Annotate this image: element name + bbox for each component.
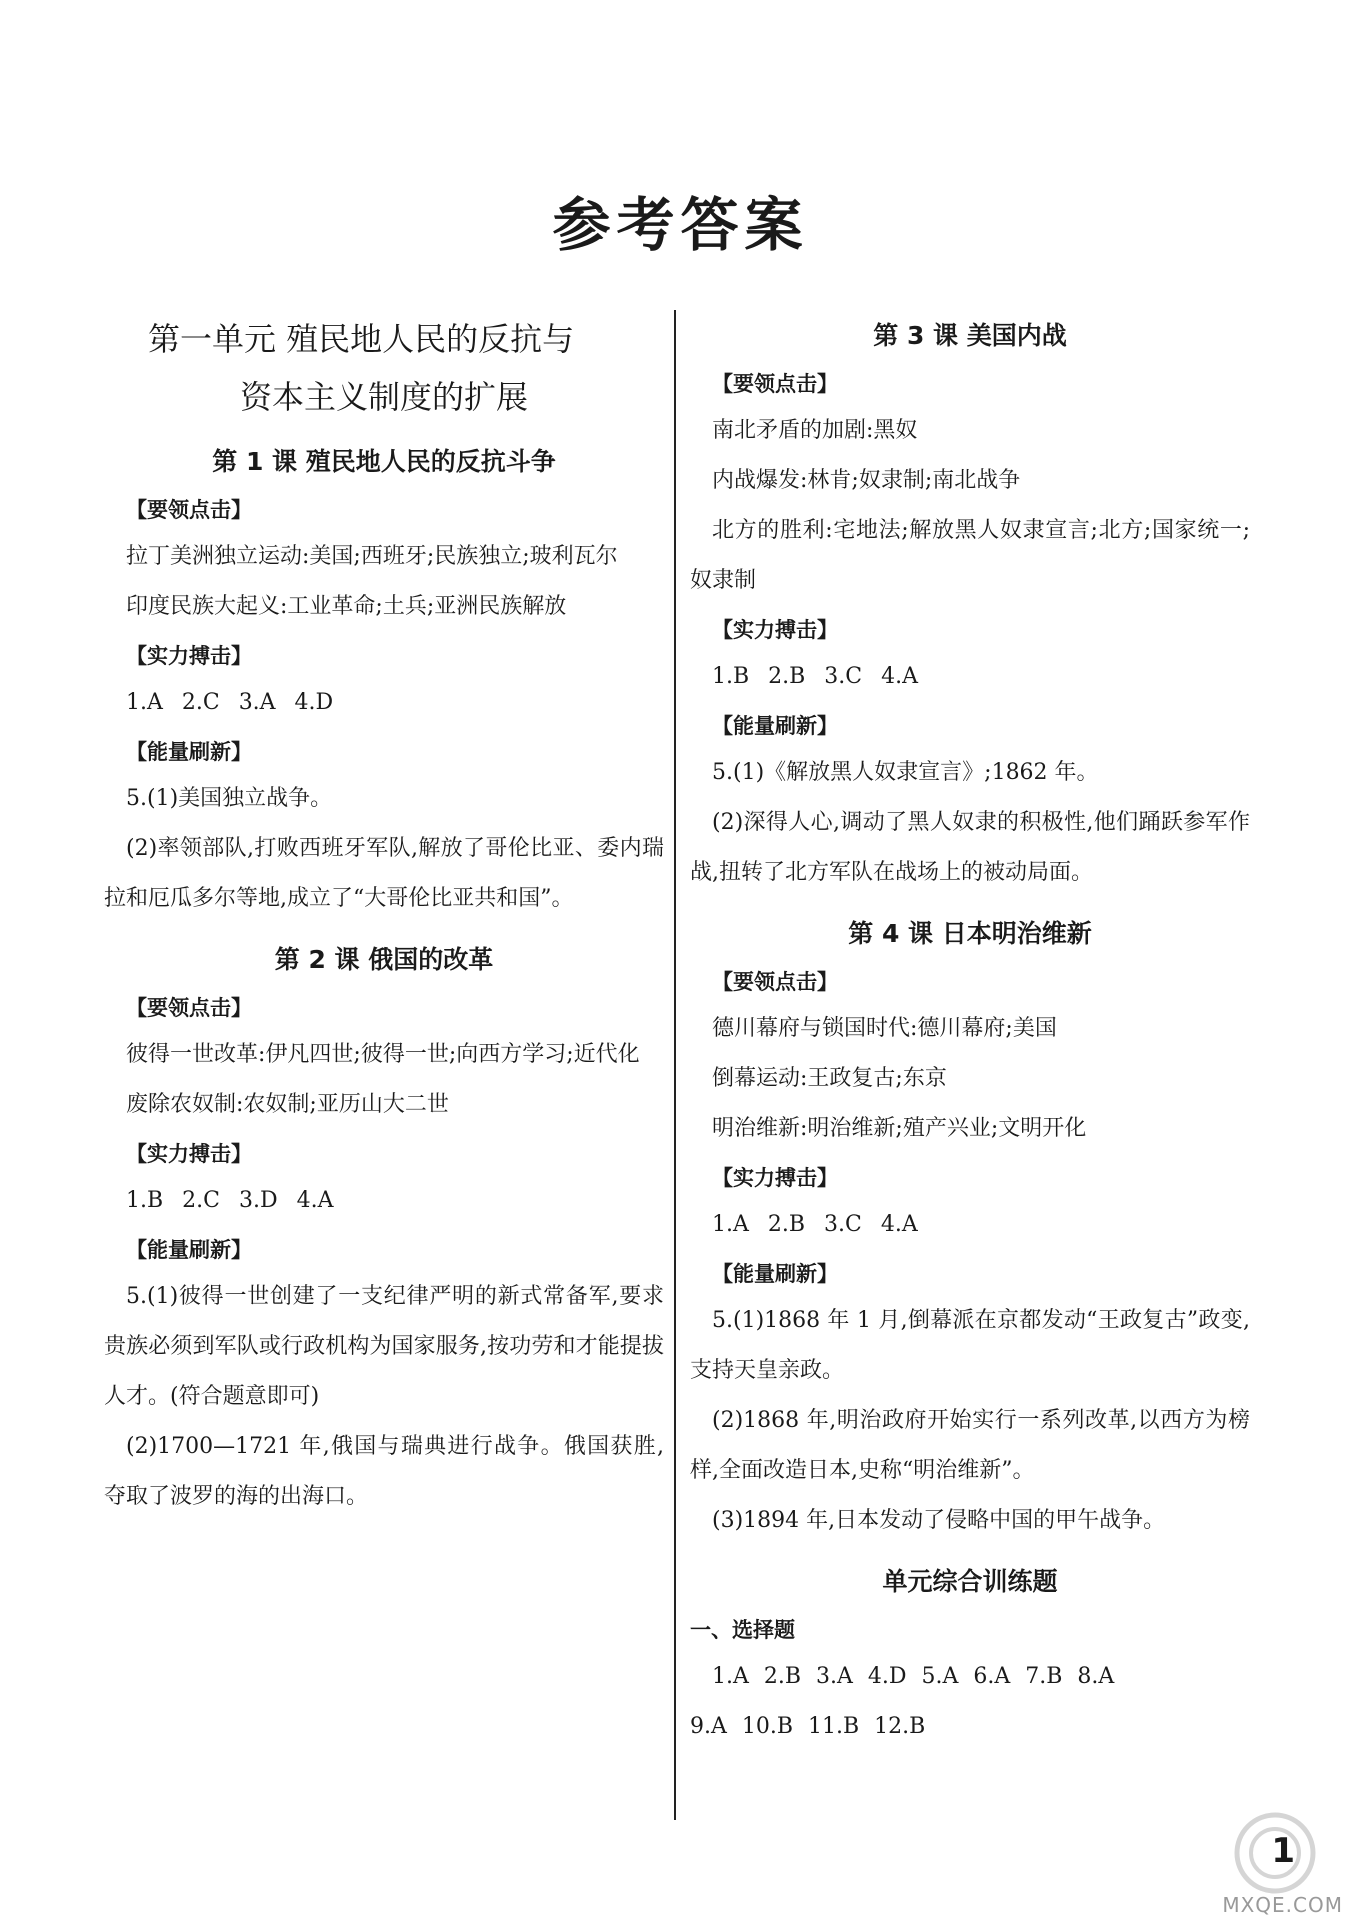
section-label-practice: 【实力搏击】 <box>126 644 252 668</box>
paragraph: (2)深得人心,调动了黑人奴隶的积极性,他们踊跃参军作战,扭转了北方军队在战场上的被动局面。 <box>690 810 1250 885</box>
section-label-practice: 【实力搏击】 <box>712 618 838 642</box>
section-label-practice: 【实力搏击】 <box>126 1142 252 1166</box>
paragraph: (3)1894 年,日本发动了侵略中国的甲午战争。 <box>712 1508 1166 1533</box>
page-number: 1 <box>1271 1831 1295 1871</box>
section-label-key-points: 【要领点击】 <box>712 372 838 396</box>
paragraph: 废除农奴制:农奴制;亚历山大二世 <box>126 1092 449 1117</box>
paragraph: 南北矛盾的加剧:黑奴 <box>712 418 918 443</box>
paragraph: 5.(1)《解放黑人奴隶宣言》;1862 年。 <box>712 760 1099 785</box>
paragraph: (2)1868 年,明治政府开始实行一系列改革,以西方为榜样,全面改造日本,史称“明治维新”。 <box>690 1408 1250 1483</box>
lesson-3 <box>690 318 1250 898</box>
answer-line: 1.A 2.C 3.A 4.D <box>126 690 334 715</box>
section-label-refresh: 【能量刷新】 <box>712 714 838 738</box>
unit-title-line2: 资本主义制度的扩展 <box>239 378 528 416</box>
answer-line: 9.A 10.B 11.B 12.B <box>690 1714 926 1739</box>
paragraph: 拉丁美洲独立运动:美国;西班牙;民族独立;玻利瓦尔 <box>126 544 618 569</box>
paragraph: 彼得一世改革:伊凡四世;彼得一世;向西方学习;近代化 <box>126 1042 640 1067</box>
left-column <box>104 310 664 1522</box>
paragraph: (2)1700—1721 年,俄国与瑞典进行战争。俄国获胜,夺取了波罗的海的出海口。 <box>104 1434 664 1509</box>
paragraph: 内战爆发:林肯;奴隶制;南北战争 <box>712 468 1021 493</box>
lesson-3-title: 第 3 课 美国内战 <box>873 321 1067 350</box>
section-label-practice: 【实力搏击】 <box>712 1166 838 1190</box>
paragraph: 明治维新:明治维新;殖产兴业;文明开化 <box>712 1116 1087 1141</box>
lesson-4-title: 第 4 课 日本明治维新 <box>848 919 1092 948</box>
paragraph: 5.(1)美国独立战争。 <box>126 786 333 811</box>
column-divider <box>674 310 676 1820</box>
paragraph: 倒幕运动:王政复古;东京 <box>712 1066 947 1091</box>
section-label-multiple-choice: 一、选择题 <box>690 1618 795 1642</box>
answer-line: 1.A 2.B 3.C 4.A <box>712 1212 918 1237</box>
lesson-1 <box>104 444 664 924</box>
section-label-key-points: 【要领点击】 <box>126 996 252 1020</box>
section-label-key-points: 【要领点击】 <box>712 970 838 994</box>
paragraph: 印度民族大起义:工业革命;土兵;亚洲民族解放 <box>126 594 567 619</box>
page-title: 参考答案 <box>552 191 809 259</box>
paragraph: 5.(1)1868 年 1 月,倒幕派在京都发动“王政复古”政变,支持天皇亲政。 <box>690 1308 1250 1383</box>
watermark-text: MXQE.COM <box>1222 1893 1343 1917</box>
answer-line: 1.A 2.B 3.A 4.D 5.A 6.A 7.B 8.A <box>712 1664 1115 1689</box>
lesson-1-title: 第 1 课 殖民地人民的反抗斗争 <box>212 447 556 476</box>
lesson-2 <box>104 942 664 1522</box>
right-column <box>690 310 1250 1752</box>
paragraph: 5.(1)彼得一世创建了一支纪律严明的新式常备军,要求贵族必须到军队或行政机构为国家服务,按功劳和才能提拔人才。(符合题意即可) <box>104 1284 664 1409</box>
paragraph: 德川幕府与锁国时代:德川幕府;美国 <box>712 1016 1057 1041</box>
paragraph: (2)率领部队,打败西班牙军队,解放了哥伦比亚、委内瑞拉和厄瓜多尔等地,成立了“大哥伦比亚共和国”。 <box>104 836 664 911</box>
lesson-4 <box>690 916 1250 1546</box>
unit-review-title: 单元综合训练题 <box>882 1567 1058 1596</box>
unit-review <box>690 1564 1250 1752</box>
section-label-refresh: 【能量刷新】 <box>126 1238 252 1262</box>
paragraph: 北方的胜利:宅地法;解放黑人奴隶宣言;北方;国家统一;奴隶制 <box>690 518 1250 593</box>
answer-line: 1.B 2.C 3.D 4.A <box>126 1188 334 1213</box>
section-label-refresh: 【能量刷新】 <box>126 740 252 764</box>
lesson-2-title: 第 2 课 俄国的改革 <box>274 945 494 974</box>
section-label-refresh: 【能量刷新】 <box>712 1262 838 1286</box>
section-label-key-points: 【要领点击】 <box>126 498 252 522</box>
answer-line: 1.B 2.B 3.C 4.A <box>712 664 918 689</box>
unit-title-line1: 第一单元 殖民地人民的反抗与 <box>148 320 575 358</box>
